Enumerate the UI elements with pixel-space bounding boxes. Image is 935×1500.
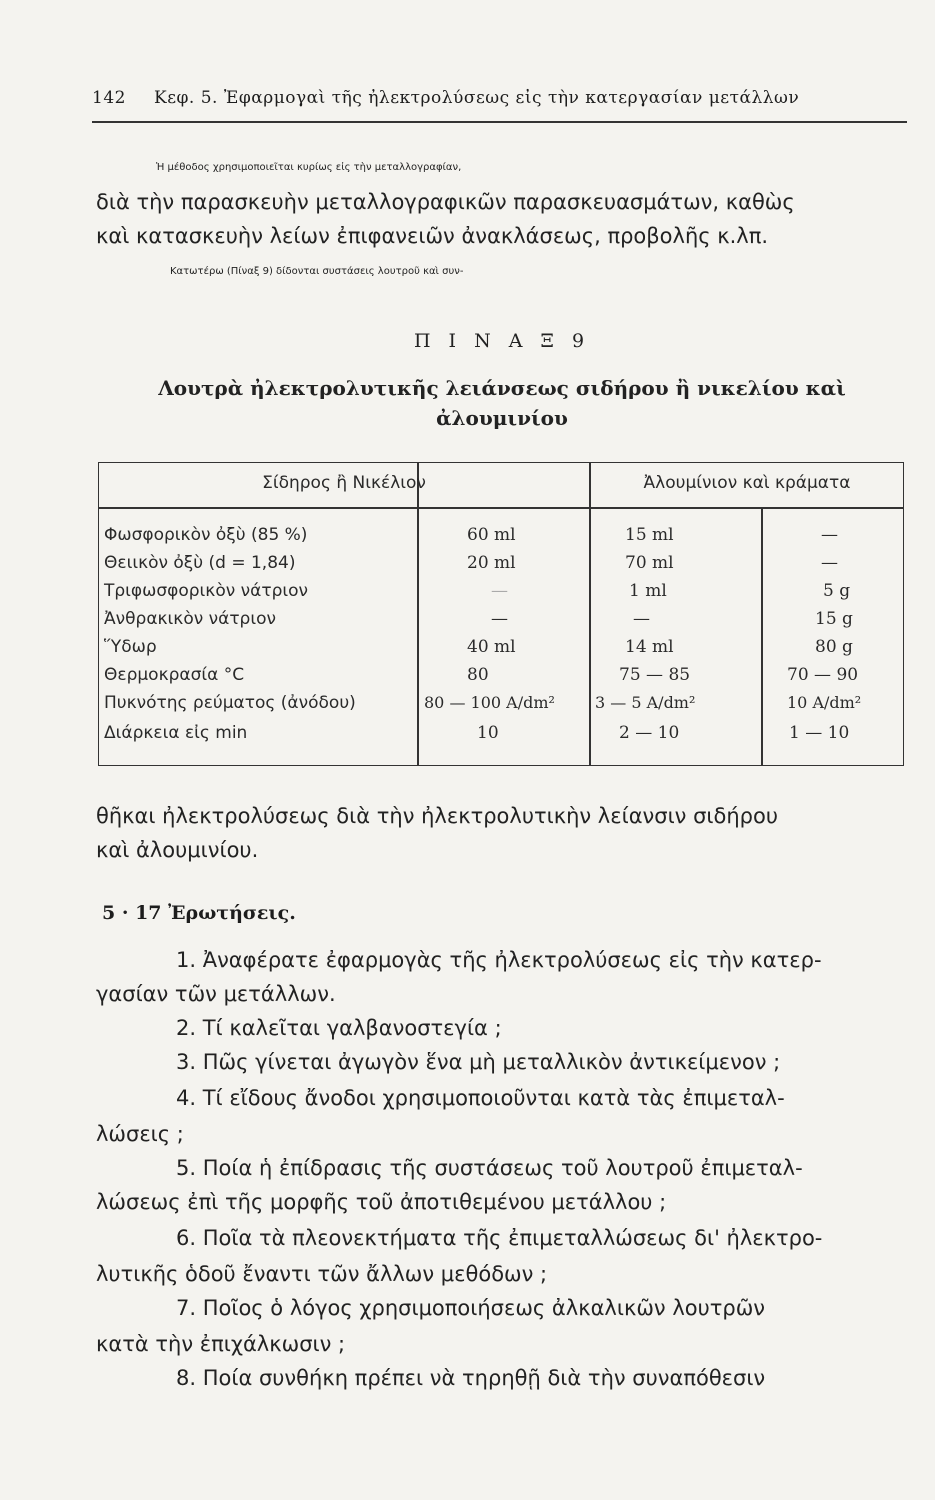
- al-value-2: 15 g: [815, 609, 853, 629]
- question-line: 6. Ποῖα τὰ πλεονεκτήματα τῆς ἐπιμεταλλώσεως δι' ἠλεκτρο-: [176, 1226, 823, 1250]
- al-value-1: 3 — 5 A/dm²: [595, 693, 696, 712]
- question-line: 7. Ποῖος ὁ λόγος χρησιμοποιήσεως ἀλκαλικῶν λουτρῶν: [176, 1296, 766, 1320]
- al-value-2: 70 — 90: [787, 665, 859, 685]
- al-value-2: 5 g: [823, 581, 851, 601]
- iron-value: 40 ml: [467, 637, 516, 657]
- table-caption: Π Ι Ν Α Ξ 9: [413, 330, 591, 352]
- iron-value: 20 ml: [467, 553, 516, 573]
- question-line: 4. Τί εἴδους ἄνοδοι χρησιμοποιοῦνται κατὰ τὰς ἐπιμεταλ-: [176, 1086, 785, 1110]
- iron-value: —: [491, 609, 508, 629]
- al-value-1: 2 — 10: [619, 723, 680, 743]
- al-value-2: 1 — 10: [789, 723, 850, 743]
- intro-line: Ἡ μέθοδος χρησιμοποιεῖται κυρίως εἰς τὴν μεταλλογραφίαν,: [156, 162, 462, 173]
- row-label: Θερμοκρασία °C: [104, 665, 245, 685]
- row-label: Φωσφορικὸν ὀξὺ (85 %): [104, 525, 308, 545]
- column-header-iron: Σίδηρος ἢ Νικέλιον: [262, 473, 426, 493]
- iron-value: 10: [477, 723, 499, 743]
- al-value-1: 14 ml: [625, 637, 674, 657]
- al-value-2: 10 A/dm²: [787, 693, 862, 712]
- iron-value: 80: [467, 665, 489, 685]
- iron-value: 60 ml: [467, 525, 516, 545]
- al-value-2: —: [821, 525, 838, 545]
- data-table: [98, 462, 904, 766]
- running-header: [92, 84, 907, 118]
- question-line: κατὰ τὴν ἐπιχάλκωσιν ;: [96, 1332, 346, 1356]
- iron-value: 80 — 100 A/dm²: [424, 693, 555, 712]
- al-value-1: 15 ml: [625, 525, 674, 545]
- question-line: γασίαν τῶν μετάλλων.: [96, 982, 336, 1006]
- question-line: λώσεις ;: [96, 1122, 184, 1146]
- row-label: Πυκνότης ρεύματος (ἀνόδου): [104, 693, 356, 713]
- body-line: θῆκαι ἠλεκτρολύσεως διὰ τὴν ἠλεκτρολυτικὴν λείανσιν σιδήρου: [96, 804, 778, 828]
- al-value-1: 1 ml: [629, 581, 667, 601]
- al-value-1: —: [633, 609, 650, 629]
- header-divider: [99, 507, 903, 509]
- intro-line: Κατωτέρω (Πίναξ 9) δίδονται συστάσεις λουτροῦ καὶ συν-: [170, 266, 464, 277]
- question-line: 1. Ἀναφέρατε ἐφαρμογὰς τῆς ἠλεκτρολύσεως εἰς τὴν κατερ-: [176, 948, 822, 972]
- intro-line: καὶ κατασκευὴν λείων ἐπιφανειῶν ἀνακλάσεως, προβολῆς κ.λπ.: [96, 224, 769, 248]
- intro-line: διὰ τὴν παρασκευὴν μεταλλογραφικῶν παρασκευασμάτων, καθὼς: [96, 190, 795, 214]
- body-line: καὶ ἀλουμινίου.: [96, 838, 259, 862]
- chapter-title: Κεφ. 5. Ἐφαρμογαὶ τῆς ἠλεκτρολύσεως εἰς τὴν κατεργασίαν μετάλλων: [154, 88, 800, 108]
- iron-value: —: [491, 581, 508, 601]
- header-rule: [92, 121, 907, 123]
- question-line: 2. Τί καλεῖται γαλβανοστεγία ;: [176, 1016, 502, 1040]
- question-line: 5. Ποία ἡ ἐπίδρασις τῆς συστάσεως τοῦ λουτροῦ ἐπιμεταλ-: [176, 1156, 803, 1180]
- row-label: Θειικὸν ὀξὺ (d = 1,84): [104, 553, 296, 573]
- al-value-2: 80 g: [815, 637, 853, 657]
- al-value-1: 75 — 85: [619, 665, 691, 685]
- table-subtitle: ἀλουμινίου: [436, 406, 568, 430]
- page-number: 142: [92, 88, 126, 108]
- question-line: λώσεως ἐπὶ τῆς μορφῆς τοῦ ἀποτιθεμένου μετάλλου ;: [96, 1190, 667, 1214]
- questions-heading: 5 · 17 Ἐρωτήσεις.: [102, 902, 296, 924]
- column-divider: [761, 507, 763, 765]
- question-line: 8. Ποία συνθήκη πρέπει νὰ τηρηθῇ διὰ τὴν συναπόθεσιν: [176, 1366, 766, 1390]
- question-line: 3. Πῶς γίνεται ἀγωγὸν ἕνα μὴ μεταλλικὸν ἀντικείμενον ;: [176, 1050, 781, 1074]
- al-value-1: 70 ml: [625, 553, 674, 573]
- question-line: λυτικῆς ὁδοῦ ἔναντι τῶν ἄλλων μεθόδων ;: [96, 1262, 548, 1286]
- row-label: Ἀνθρακικὸν νάτριον: [104, 609, 276, 629]
- column-header-aluminium: Ἀλουμίνιον καὶ κράματα: [643, 473, 851, 493]
- row-label: Τριφωσφορικὸν νάτριον: [104, 581, 309, 601]
- table-subtitle: Λουτρὰ ἠλεκτρολυτικῆς λειάνσεως σιδήρου ἢ νικελίου καὶ: [158, 376, 846, 400]
- row-label: Διάρκεια εἰς min: [104, 723, 248, 743]
- al-value-2: —: [821, 553, 838, 573]
- row-label: Ὕδωρ: [104, 637, 157, 657]
